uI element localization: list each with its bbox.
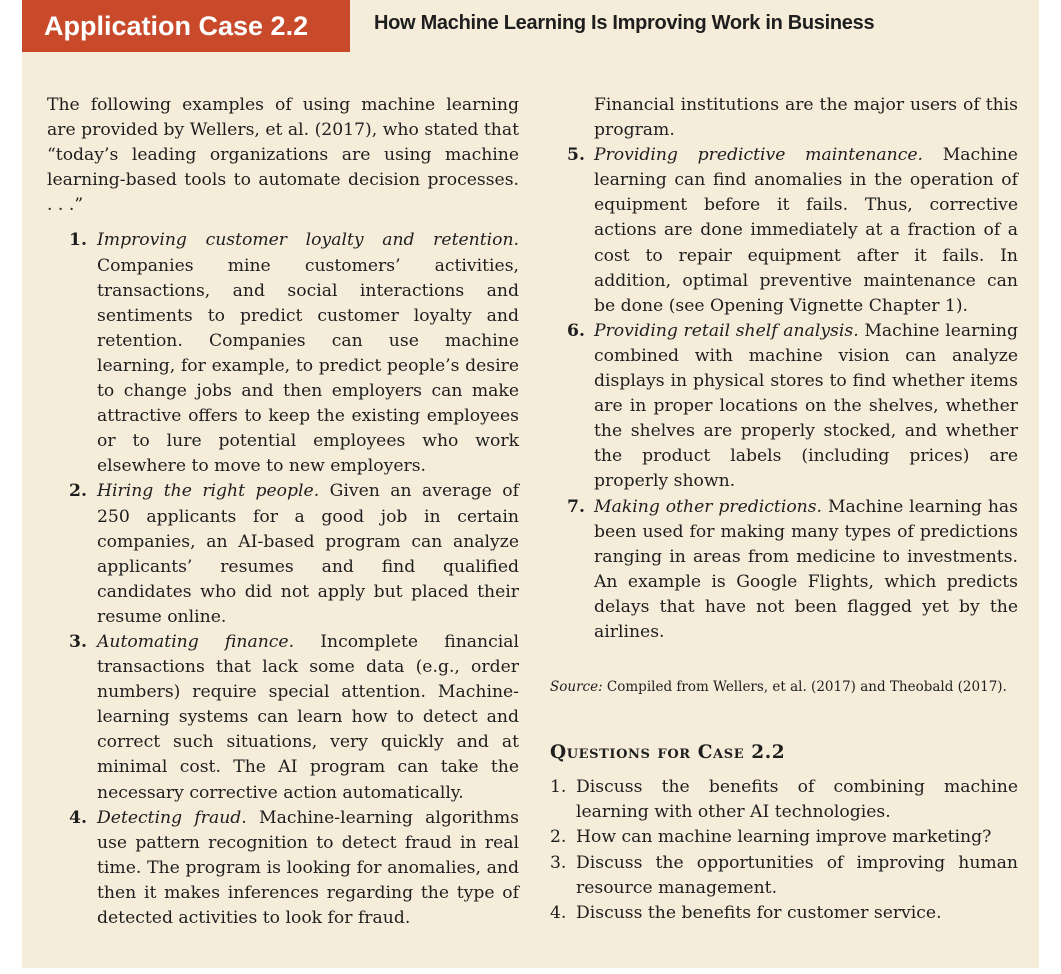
- item-lead: Hiring the right people.: [97, 481, 320, 502]
- question-text: How can machine learning improve marketing?: [576, 827, 992, 848]
- list-item: [550, 319, 1018, 495]
- question-number: 2.: [550, 827, 567, 848]
- item-text: Machine learning can find anomalies in the operation of equipment before it fails. Thus, corrective actions are done immediately at a fraction of a cost to repair equipment after it fails. In addition, optimal preventive maintenance can be done (see Opening Vignette Chapter 1).: [594, 145, 1018, 316]
- question-item: [550, 851, 1018, 901]
- item-lead: Providing retail shelf analysis.: [594, 320, 859, 341]
- intro-paragraph: The following examples of using machine learning are provided by Wellers, et al. (2017), who stated that “today’s leading organizations are using machine learning-based tools to automate decision processes. . . .”: [47, 95, 519, 216]
- question-text: Discuss the benefits for customer service.: [576, 902, 942, 923]
- item-text: Machine learning combined with machine vision can analyze displays in physical stores to find whether items are in proper locations on the shelves, whether the shelves are properly stocked, and whether the product labels (including prices) are properly shown.: [594, 320, 1019, 492]
- case-title: How Machine Learning Is Improving Work in Business: [374, 12, 875, 34]
- list-item: [550, 143, 1018, 319]
- item-number: 1.: [69, 230, 87, 251]
- list-item: [550, 495, 1018, 646]
- item-number: 5.: [567, 145, 585, 166]
- list-item: [47, 228, 519, 479]
- list-item: [47, 479, 519, 630]
- list-item: [47, 806, 519, 931]
- question-item: [550, 901, 1018, 926]
- case-label: Application Case 2.2: [22, 0, 350, 52]
- item-number: 7.: [567, 496, 585, 517]
- item-lead: Providing predictive maintenance.: [594, 145, 923, 166]
- left-column: [47, 93, 519, 931]
- item-number: 3.: [69, 631, 87, 652]
- question-item: [550, 825, 1018, 850]
- questions-heading: Questions for Case 2.2: [550, 742, 786, 764]
- item-lead: Automating finance.: [97, 631, 295, 652]
- item-text: Given an average of 250 applicants for a good job in certain companies, an AI-based program can analyze applicants’ resumes and find qualified candidates who did not apply but placed their resume online.: [97, 481, 519, 627]
- question-number: 1.: [550, 777, 567, 798]
- source-label: Source:: [550, 679, 603, 696]
- question-number: 4.: [550, 902, 567, 923]
- item-number: 2.: [69, 481, 87, 502]
- question-text: Discuss the benefits of combining machine learning with other AI technologies.: [576, 777, 1018, 823]
- item-number: 6.: [567, 320, 585, 341]
- questions-list: [550, 775, 1018, 926]
- question-text: Discuss the opportunities of improving human resource management.: [576, 852, 1018, 898]
- item-text: Machine learning has been used for making many types of predictions ranging in areas from medicine to investments. An example is Google Flights, which predicts delays that have not been flagged yet by the airlines.: [594, 496, 1019, 642]
- item-lead: Improving customer loyalty and retention.: [97, 230, 519, 251]
- item-text: Incomplete financial transactions that lack some data (e.g., order numbers) require special attention. Machine-learning systems can learn how to detect and correct such situations, very quickly and at minimal cost. The AI program can take the necessary corrective action automatically.: [97, 631, 519, 803]
- item-text: Companies mine customers’ activities, transactions, and social interactions and sentiments to predict customer loyalty and retention. Companies can use machine learning, for example, to predict people’s desire to change jobs and then employers can make attractive offers to keep the existing employees or to lure potential employees who work elsewhere to move to new employers.: [97, 255, 519, 477]
- list-item: [47, 630, 519, 806]
- item-lead: Making other predictions.: [594, 496, 823, 517]
- item-number: 4.: [69, 807, 87, 828]
- source-text: Compiled from Wellers, et al. (2017) and Theobald (2017).: [602, 679, 1007, 696]
- right-column: [550, 93, 1018, 926]
- source-note: [550, 675, 1018, 700]
- item-continuation: Financial institutions are the major users of this program.: [594, 95, 1018, 141]
- item-lead: Detecting fraud.: [97, 807, 247, 828]
- item-text: Machine-learning algorithms use pattern recognition to detect fraud in real time. The program is looking for anomalies, and then it makes inferences regarding the type of detected activities to look for fraud.: [97, 807, 519, 928]
- question-item: [550, 775, 1018, 825]
- question-number: 3.: [550, 852, 567, 873]
